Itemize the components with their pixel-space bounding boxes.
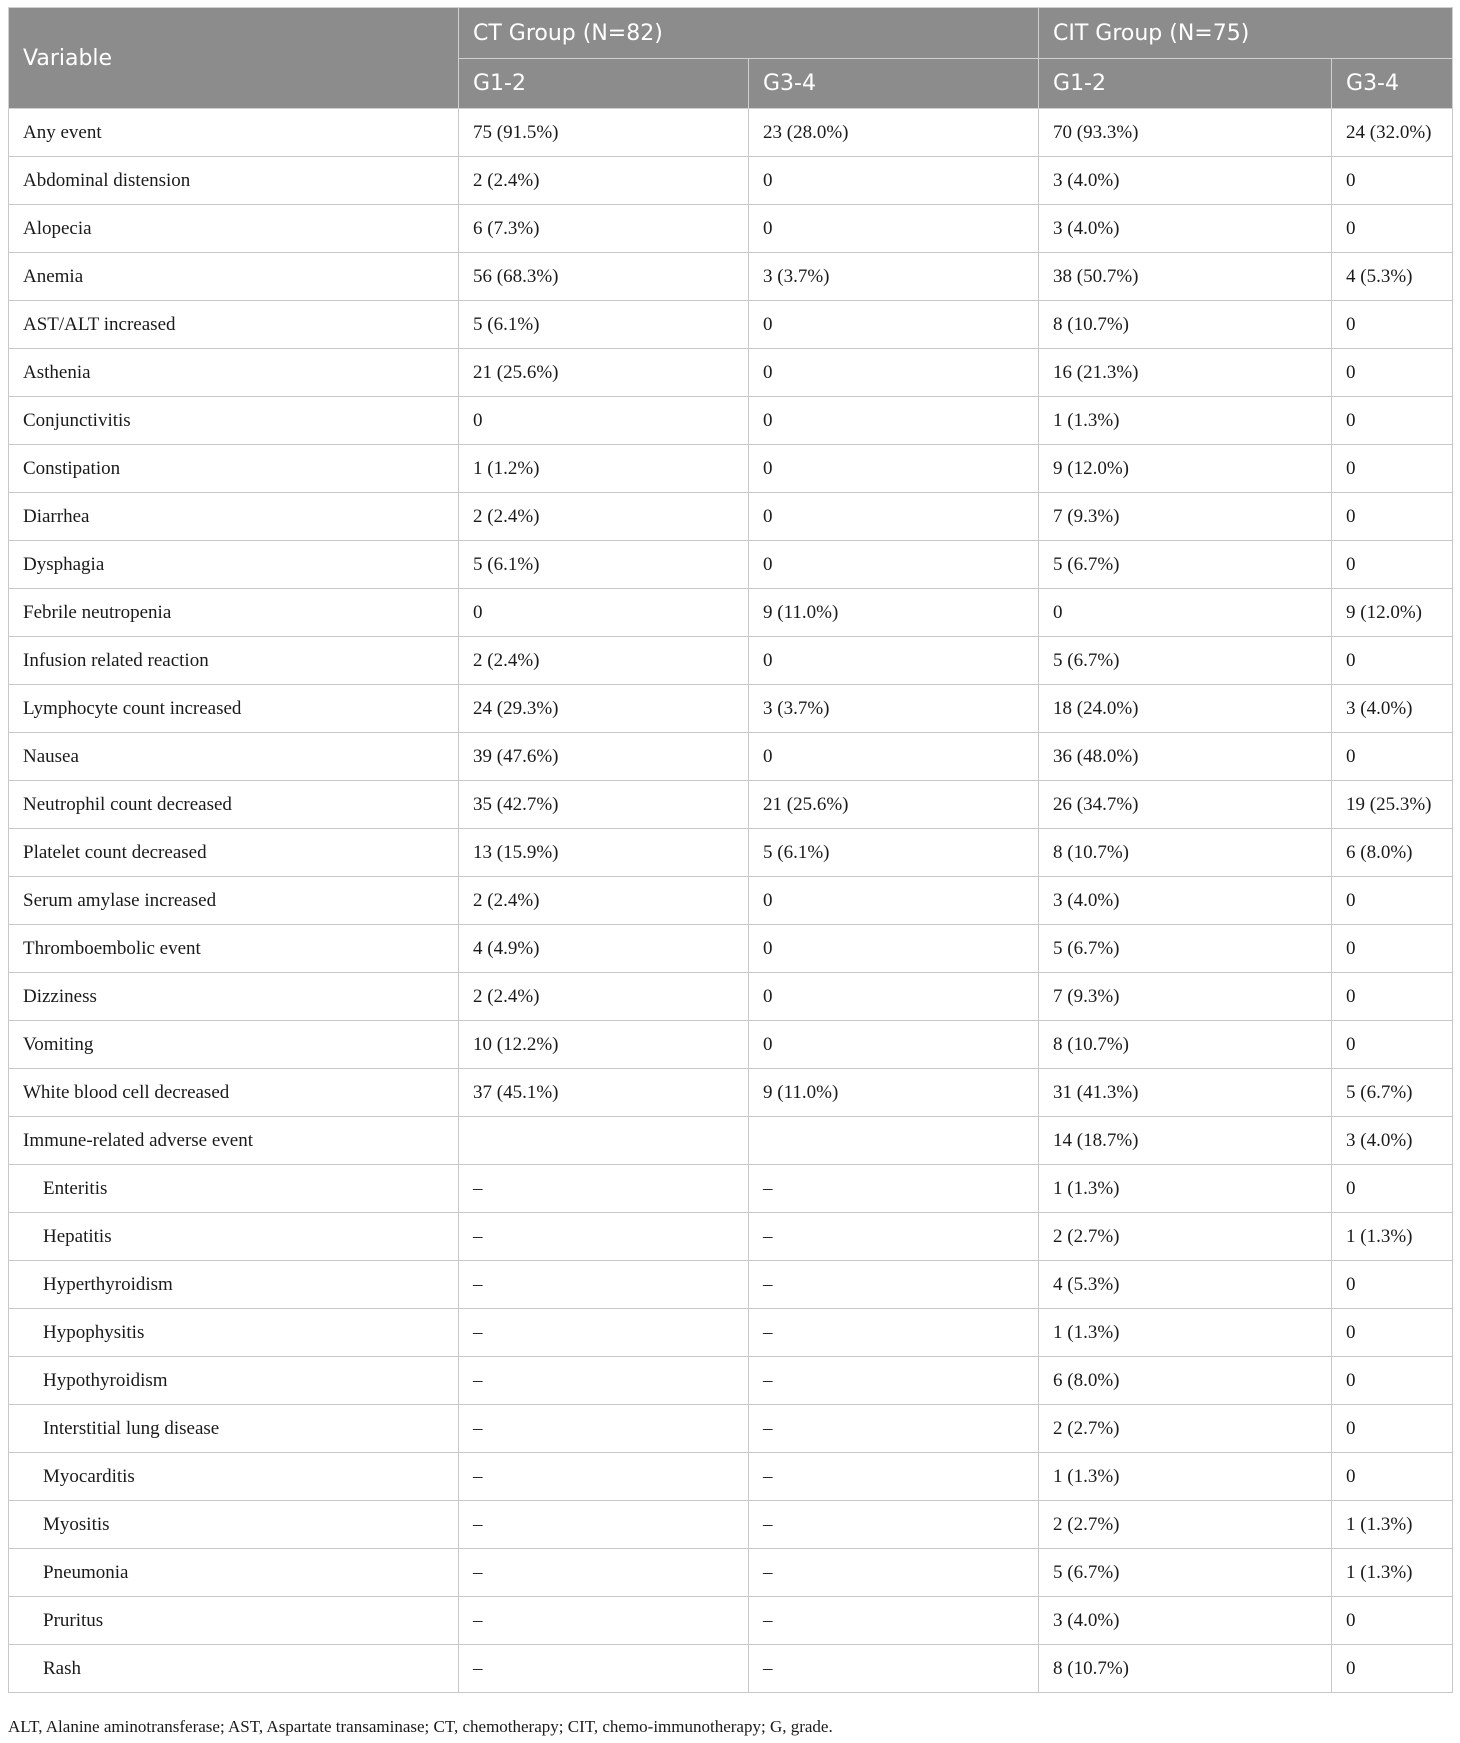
cell-variable: Febrile neutropenia [9,589,459,637]
cell-variable: Alopecia [9,205,459,253]
cell-cit-g1-2: 3 (4.0%) [1039,205,1332,253]
table-row-subitem [9,1309,1453,1357]
cell-ct-g3-4: – [749,1453,1039,1501]
cell-ct-g3-4: 0 [749,877,1039,925]
cell-cit-g3-4: 0 [1332,877,1453,925]
table-row [9,1069,1453,1117]
cell-ct-g1-2: – [459,1501,749,1549]
cell-variable: Lymphocyte count increased [9,685,459,733]
cell-ct-g1-2: – [459,1405,749,1453]
table-body [9,109,1453,1693]
cell-ct-g3-4: 9 (11.0%) [749,1069,1039,1117]
cell-ct-g1-2: 24 (29.3%) [459,685,749,733]
table-row [9,733,1453,781]
cell-ct-g1-2: 4 (4.9%) [459,925,749,973]
cell-ct-g1-2: 21 (25.6%) [459,349,749,397]
cell-cit-g3-4: 0 [1332,973,1453,1021]
cell-ct-g1-2: 13 (15.9%) [459,829,749,877]
table-row-subitem [9,1645,1453,1693]
cell-cit-g1-2: 5 (6.7%) [1039,637,1332,685]
cell-ct-g3-4: 21 (25.6%) [749,781,1039,829]
cell-ct-g1-2: 37 (45.1%) [459,1069,749,1117]
cell-ct-g3-4: – [749,1357,1039,1405]
cell-cit-g1-2: 14 (18.7%) [1039,1117,1332,1165]
cell-cit-g3-4: 9 (12.0%) [1332,589,1453,637]
cell-cit-g1-2: 3 (4.0%) [1039,1597,1332,1645]
cell-cit-g3-4: 0 [1332,1165,1453,1213]
table-row [9,349,1453,397]
cell-cit-g1-2: 1 (1.3%) [1039,1309,1332,1357]
cell-cit-g3-4: 4 (5.3%) [1332,253,1453,301]
cell-cit-g1-2: 3 (4.0%) [1039,157,1332,205]
cell-ct-g1-2: – [459,1453,749,1501]
cell-cit-g3-4: 0 [1332,541,1453,589]
table-row [9,253,1453,301]
cell-cit-g3-4: 0 [1332,1453,1453,1501]
cell-ct-g1-2: 5 (6.1%) [459,541,749,589]
cell-cit-g3-4: 0 [1332,1021,1453,1069]
cell-ct-g1-2: – [459,1213,749,1261]
cell-ct-g3-4: 3 (3.7%) [749,685,1039,733]
cell-cit-g3-4: 5 (6.7%) [1332,1069,1453,1117]
cell-cit-g1-2: 2 (2.7%) [1039,1213,1332,1261]
table-row [9,541,1453,589]
table-row [9,685,1453,733]
cell-ct-g1-2: 0 [459,589,749,637]
cell-ct-g1-2: 10 (12.2%) [459,1021,749,1069]
cell-ct-g3-4: 0 [749,733,1039,781]
cell-cit-g1-2: 6 (8.0%) [1039,1357,1332,1405]
cell-variable: Neutrophil count decreased [9,781,459,829]
table-header [9,8,1453,109]
cell-ct-g3-4: 23 (28.0%) [749,109,1039,157]
table-footnote: ALT, Alanine aminotransferase; AST, Aspartate transaminase; CT, chemotherapy; CIT, chemo-immunotherapy; G, grade. [8,1717,833,1736]
cell-ct-g1-2: – [459,1165,749,1213]
cell-variable: White blood cell decreased [9,1069,459,1117]
header-cit-g3-4: G3-4 [1332,59,1453,109]
table-row [9,1021,1453,1069]
table-row-subitem [9,1501,1453,1549]
cell-ct-g3-4: – [749,1213,1039,1261]
cell-ct-g3-4: 3 (3.7%) [749,253,1039,301]
adverse-events-table-container [8,7,1452,1693]
table-row-subitem [9,1597,1453,1645]
cell-variable: Enteritis [9,1165,459,1213]
cell-variable: Myositis [9,1501,459,1549]
cell-ct-g1-2: – [459,1309,749,1357]
table-row [9,877,1453,925]
cell-cit-g1-2: 5 (6.7%) [1039,541,1332,589]
cell-variable: Nausea [9,733,459,781]
cell-ct-g1-2: 35 (42.7%) [459,781,749,829]
cell-ct-g1-2: – [459,1645,749,1693]
cell-ct-g3-4: 0 [749,349,1039,397]
cell-cit-g1-2: 16 (21.3%) [1039,349,1332,397]
cell-ct-g3-4: 9 (11.0%) [749,589,1039,637]
cell-variable: Conjunctivitis [9,397,459,445]
cell-variable: Asthenia [9,349,459,397]
cell-ct-g1-2: – [459,1549,749,1597]
cell-cit-g3-4: 0 [1332,349,1453,397]
cell-cit-g1-2: 1 (1.3%) [1039,397,1332,445]
cell-variable: Dizziness [9,973,459,1021]
cell-cit-g1-2: 2 (2.7%) [1039,1501,1332,1549]
cell-variable: Hypothyroidism [9,1357,459,1405]
cell-cit-g1-2: 38 (50.7%) [1039,253,1332,301]
cell-variable: Serum amylase increased [9,877,459,925]
cell-cit-g3-4: 0 [1332,157,1453,205]
table-row [9,157,1453,205]
cell-ct-g3-4: 0 [749,1021,1039,1069]
cell-cit-g3-4: 1 (1.3%) [1332,1213,1453,1261]
cell-variable: Diarrhea [9,493,459,541]
cell-cit-g1-2: 36 (48.0%) [1039,733,1332,781]
header-ct-g3-4: G3-4 [749,59,1039,109]
table-row [9,637,1453,685]
table-row-subitem [9,1405,1453,1453]
table-row [9,925,1453,973]
cell-cit-g3-4: 0 [1332,1405,1453,1453]
table-row [9,397,1453,445]
table-row [9,1117,1453,1165]
cell-ct-g3-4: 0 [749,925,1039,973]
cell-ct-g3-4: 0 [749,637,1039,685]
table-row [9,445,1453,493]
cell-ct-g1-2: 1 (1.2%) [459,445,749,493]
table-row [9,493,1453,541]
cell-variable: Thromboembolic event [9,925,459,973]
table-row-subitem [9,1213,1453,1261]
cell-cit-g3-4: 6 (8.0%) [1332,829,1453,877]
cell-cit-g3-4: 24 (32.0%) [1332,109,1453,157]
table-row [9,781,1453,829]
cell-variable: Interstitial lung disease [9,1405,459,1453]
cell-variable: Myocarditis [9,1453,459,1501]
cell-ct-g1-2: 0 [459,397,749,445]
cell-cit-g3-4: 0 [1332,1261,1453,1309]
cell-cit-g1-2: 8 (10.7%) [1039,829,1332,877]
cell-cit-g3-4: 0 [1332,1357,1453,1405]
cell-ct-g1-2 [459,1117,749,1165]
cell-cit-g1-2: 8 (10.7%) [1039,1021,1332,1069]
table-row [9,589,1453,637]
cell-cit-g1-2: 9 (12.0%) [1039,445,1332,493]
cell-ct-g3-4: 0 [749,301,1039,349]
cell-ct-g3-4: – [749,1405,1039,1453]
cell-cit-g3-4: 0 [1332,397,1453,445]
cell-ct-g3-4: – [749,1165,1039,1213]
cell-ct-g3-4: 0 [749,973,1039,1021]
cell-cit-g3-4: 1 (1.3%) [1332,1549,1453,1597]
cell-ct-g3-4: – [749,1597,1039,1645]
cell-ct-g3-4: – [749,1501,1039,1549]
cell-cit-g1-2: 70 (93.3%) [1039,109,1332,157]
cell-ct-g1-2: 75 (91.5%) [459,109,749,157]
cell-ct-g3-4: 0 [749,157,1039,205]
cell-cit-g1-2: 26 (34.7%) [1039,781,1332,829]
cell-ct-g3-4: – [749,1549,1039,1597]
cell-ct-g3-4: 0 [749,397,1039,445]
cell-cit-g1-2: 1 (1.3%) [1039,1453,1332,1501]
cell-variable: Hyperthyroidism [9,1261,459,1309]
cell-variable: Infusion related reaction [9,637,459,685]
cell-ct-g3-4 [749,1117,1039,1165]
cell-variable: Abdominal distension [9,157,459,205]
table-row [9,109,1453,157]
cell-ct-g3-4: – [749,1261,1039,1309]
cell-cit-g1-2: 5 (6.7%) [1039,1549,1332,1597]
header-variable: Variable [9,8,459,109]
cell-variable: Rash [9,1645,459,1693]
table-row-subitem [9,1357,1453,1405]
cell-variable: Hepatitis [9,1213,459,1261]
cell-cit-g1-2: 18 (24.0%) [1039,685,1332,733]
adverse-events-table [8,7,1453,1693]
cell-cit-g1-2: 3 (4.0%) [1039,877,1332,925]
cell-ct-g1-2: – [459,1597,749,1645]
cell-cit-g3-4: 0 [1332,205,1453,253]
header-ct-g1-2: G1-2 [459,59,749,109]
cell-variable: AST/ALT increased [9,301,459,349]
cell-variable: Pneumonia [9,1549,459,1597]
cell-cit-g3-4: 1 (1.3%) [1332,1501,1453,1549]
cell-variable: Platelet count decreased [9,829,459,877]
table-row [9,205,1453,253]
cell-ct-g1-2: 2 (2.4%) [459,157,749,205]
cell-cit-g3-4: 0 [1332,445,1453,493]
cell-ct-g3-4: 0 [749,541,1039,589]
cell-ct-g1-2: 39 (47.6%) [459,733,749,781]
table-row [9,973,1453,1021]
cell-cit-g3-4: 3 (4.0%) [1332,1117,1453,1165]
cell-cit-g3-4: 3 (4.0%) [1332,685,1453,733]
cell-ct-g1-2: – [459,1357,749,1405]
cell-variable: Hypophysitis [9,1309,459,1357]
cell-cit-g3-4: 19 (25.3%) [1332,781,1453,829]
cell-cit-g1-2: 4 (5.3%) [1039,1261,1332,1309]
cell-ct-g3-4: 0 [749,445,1039,493]
cell-ct-g1-2: 5 (6.1%) [459,301,749,349]
header-cit-g1-2: G1-2 [1039,59,1332,109]
table-row [9,301,1453,349]
cell-cit-g3-4: 0 [1332,1309,1453,1357]
cell-cit-g1-2: 8 (10.7%) [1039,1645,1332,1693]
cell-variable: Vomiting [9,1021,459,1069]
cell-variable: Any event [9,109,459,157]
header-ct-group: CT Group (N=82) [459,8,1039,59]
cell-cit-g1-2: 5 (6.7%) [1039,925,1332,973]
cell-variable: Anemia [9,253,459,301]
cell-variable: Immune-related adverse event [9,1117,459,1165]
cell-cit-g3-4: 0 [1332,301,1453,349]
cell-ct-g1-2: 2 (2.4%) [459,877,749,925]
cell-cit-g1-2: 0 [1039,589,1332,637]
cell-cit-g1-2: 8 (10.7%) [1039,301,1332,349]
table-row-subitem [9,1261,1453,1309]
cell-ct-g3-4: 0 [749,493,1039,541]
cell-cit-g3-4: 0 [1332,1597,1453,1645]
cell-ct-g1-2: 6 (7.3%) [459,205,749,253]
cell-ct-g1-2: 2 (2.4%) [459,493,749,541]
cell-cit-g3-4: 0 [1332,493,1453,541]
table-row-subitem [9,1549,1453,1597]
cell-ct-g1-2: 2 (2.4%) [459,637,749,685]
table-row [9,829,1453,877]
cell-ct-g3-4: 0 [749,205,1039,253]
cell-ct-g1-2: 56 (68.3%) [459,253,749,301]
cell-cit-g3-4: 0 [1332,733,1453,781]
cell-cit-g1-2: 7 (9.3%) [1039,973,1332,1021]
cell-cit-g1-2: 2 (2.7%) [1039,1405,1332,1453]
cell-variable: Constipation [9,445,459,493]
cell-ct-g3-4: – [749,1645,1039,1693]
cell-variable: Pruritus [9,1597,459,1645]
cell-variable: Dysphagia [9,541,459,589]
cell-ct-g1-2: – [459,1261,749,1309]
cell-ct-g1-2: 2 (2.4%) [459,973,749,1021]
table-row-subitem [9,1165,1453,1213]
cell-cit-g1-2: 1 (1.3%) [1039,1165,1332,1213]
header-cit-group: CIT Group (N=75) [1039,8,1453,59]
cell-cit-g3-4: 0 [1332,925,1453,973]
cell-cit-g1-2: 31 (41.3%) [1039,1069,1332,1117]
cell-ct-g3-4: – [749,1309,1039,1357]
cell-cit-g1-2: 7 (9.3%) [1039,493,1332,541]
table-row-subitem [9,1453,1453,1501]
cell-ct-g3-4: 5 (6.1%) [749,829,1039,877]
cell-cit-g3-4: 0 [1332,637,1453,685]
cell-cit-g3-4: 0 [1332,1645,1453,1693]
